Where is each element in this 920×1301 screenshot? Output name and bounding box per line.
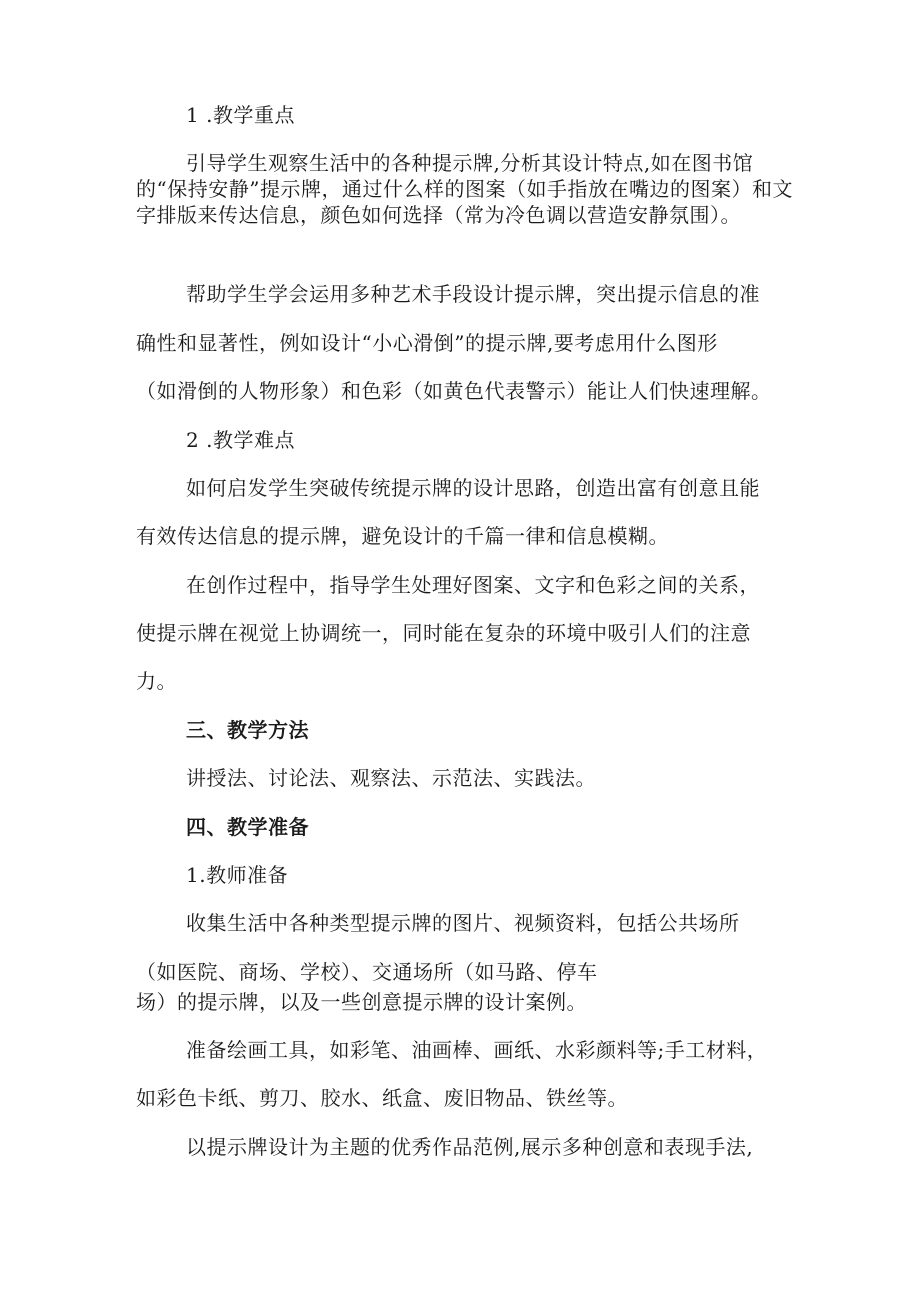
paragraph-prep-1-line-2: （如医院、商场、学校）、交通场所（如马路、停车 bbox=[136, 960, 598, 984]
key-points-heading: 1 .教学重点 bbox=[186, 103, 295, 127]
paragraph-prep-3-line-1: 以提示牌设计为主题的优秀作品范例,展示多种创意和表现手法, bbox=[186, 1135, 754, 1159]
paragraph-prep-1-line-1: 收集生活中各种类型提示牌的图片、视频资料，包括公共场所 bbox=[186, 911, 740, 935]
methods-heading: 三、教学方法 bbox=[186, 718, 309, 742]
teacher-prep-heading: 1.教师准备 bbox=[186, 863, 289, 887]
paragraph-key-points-1: 引导学生观察生活中的各种提示牌,分析其设计特点,如在图书馆的“保持安静”提示牌，通过什么样的图案（如手指放在嘴边的图案）和文字排版来传达信息，颜色如何选择（常为冷色调以营造安静氛围）。 bbox=[136, 151, 793, 227]
paragraph-difficulty-2-line-3: 力。 bbox=[136, 669, 177, 693]
paragraph-key-points-2-line-1: 帮助学生学会运用多种艺术手段设计提示牌，突出提示信息的准 bbox=[186, 282, 760, 306]
paragraph-prep-2-line-1: 准备绘画工具，如彩笔、油画棒、画纸、水彩颜料等;手工材料， bbox=[186, 1038, 768, 1062]
prep-heading: 四、教学准备 bbox=[186, 815, 309, 839]
methods-text: 讲授法、讨论法、观察法、示范法、实践法。 bbox=[186, 766, 596, 790]
paragraph-prep-1-line-3: 场）的提示牌，以及一些创意提示牌的设计案例。 bbox=[136, 990, 587, 1014]
paragraph-difficulty-1-line-1: 如何启发学生突破传统提示牌的设计思路，创造出富有创意且能 bbox=[186, 476, 760, 500]
paragraph-key-points-2-line-3: （如滑倒的人物形象）和色彩（如黄色代表警示）能让人们快速理解。 bbox=[136, 379, 772, 403]
paragraph-difficulty-2-line-2: 使提示牌在视觉上协调统一，同时能在复杂的环境中吸引人们的注意 bbox=[136, 621, 751, 645]
paragraph-difficulty-1-line-2: 有效传达信息的提示牌，避免设计的千篇一律和信息模糊。 bbox=[136, 524, 669, 548]
paragraph-prep-2-line-2: 如彩色卡纸、剪刀、胶水、纸盒、废旧物品、铁丝等。 bbox=[136, 1086, 628, 1110]
difficulty-heading: 2 .教学难点 bbox=[186, 428, 295, 452]
paragraph-key-points-2-line-2: 确性和显著性，例如设计“小心滑倒”的提示牌,要考虑用什么图形 bbox=[136, 331, 718, 355]
paragraph-difficulty-2-line-1: 在创作过程中，指导学生处理好图案、文字和色彩之间的关系， bbox=[186, 573, 760, 597]
